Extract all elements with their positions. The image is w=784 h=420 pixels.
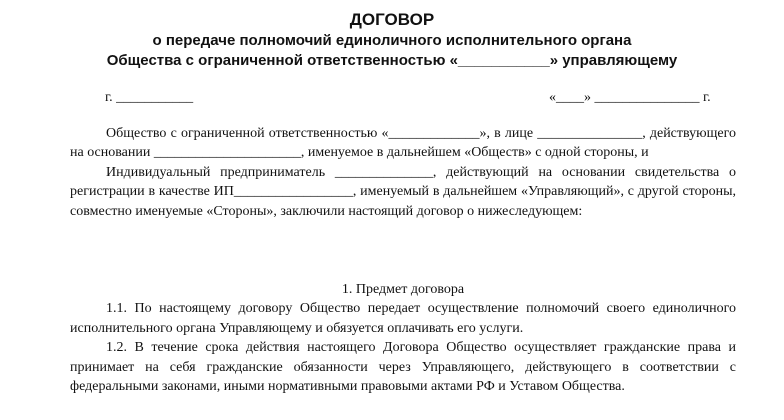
- document-title: ДОГОВОР: [349, 10, 435, 29]
- date-line: «____» _______________ г.: [549, 90, 711, 105]
- document-subtitle-line2: Общества с ограниченной ответственностью «___________» управляющему: [106, 52, 678, 69]
- section-subject: [70, 280, 736, 396]
- clause-paragraph: 1.1. По настоящему договору Общество передает осуществление полномочий своего единоличного исполнительного органа Управляющему и обязуется оплачивать его услуги.: [70, 301, 736, 336]
- preamble-paragraph: Общество с ограниченной ответственностью «_____________», в лице _______________, действующего на основании _____________________, именуемое в дальнейшем «Обществ» с одной стороны, и: [70, 126, 736, 161]
- place-line: г. ___________: [105, 90, 194, 105]
- section-heading: 1. Предмет договора: [341, 282, 465, 297]
- preamble: [70, 124, 736, 221]
- document-subtitle-line1: о передаче полномочий единоличного исполнительного органа: [152, 32, 632, 49]
- preamble-paragraph: Индивидуальный предприниматель ______________, действующий на основании свидетельства о регистрации в качестве ИП_________________, именуемый в дальнейшем «Управляющий», с другой стороны, совместно именуемые «Стороны», заключили настоящий договор о нижеследующем:: [70, 164, 736, 219]
- clause-paragraph: 1.2. В течение срока действия настоящего Договора Общество осуществляет гражданские права и принимает на себя гражданские обязанности через Управляющего, действующего в соответствии с федеральными законами, иными нормативными правовыми актами РФ и Уставом Общества.: [70, 340, 736, 395]
